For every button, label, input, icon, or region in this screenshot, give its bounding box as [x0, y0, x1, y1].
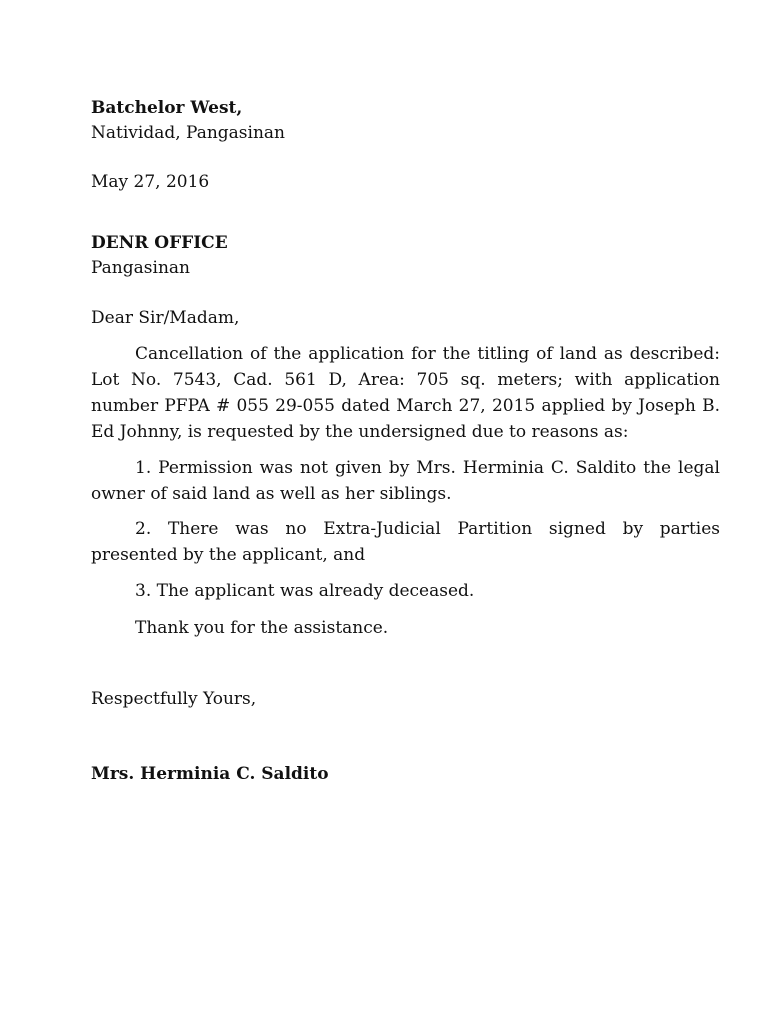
recipient-office: DENR OFFICE — [91, 233, 228, 253]
closing: Respectfully Yours, — [91, 689, 257, 709]
reason-1: 1. Permission was not given by Mrs. Herminia C. Saldito the legal owner of said land as well as her siblings. — [91, 458, 720, 504]
body-intro: Cancellation of the application for the titling of land as described: Lot No. 7543, Cad. 561 D, Area: 705 sq. meters; with application number PFPA # 055 29-055 dated March 27, 2015 applied by Joseph B. Ed Johnny, is requested by the undersigned due to reasons as: — [91, 344, 720, 442]
salutation: Dear Sir/Madam, — [91, 308, 240, 328]
signature-name: Mrs. Herminia C. Saldito — [91, 764, 329, 784]
letter-date: May 27, 2016 — [91, 172, 210, 192]
thanks: Thank you for the assistance. — [135, 618, 389, 638]
sender-name: Batchelor West, — [91, 98, 243, 118]
recipient-location: Pangasinan — [91, 258, 190, 278]
reason-3: 3. The applicant was already deceased. — [135, 581, 475, 601]
sender-address: Natividad, Pangasinan — [91, 123, 285, 143]
reason-2: 2. There was no Extra-Judicial Partition signed by parties presented by the applicant, and — [91, 519, 720, 565]
